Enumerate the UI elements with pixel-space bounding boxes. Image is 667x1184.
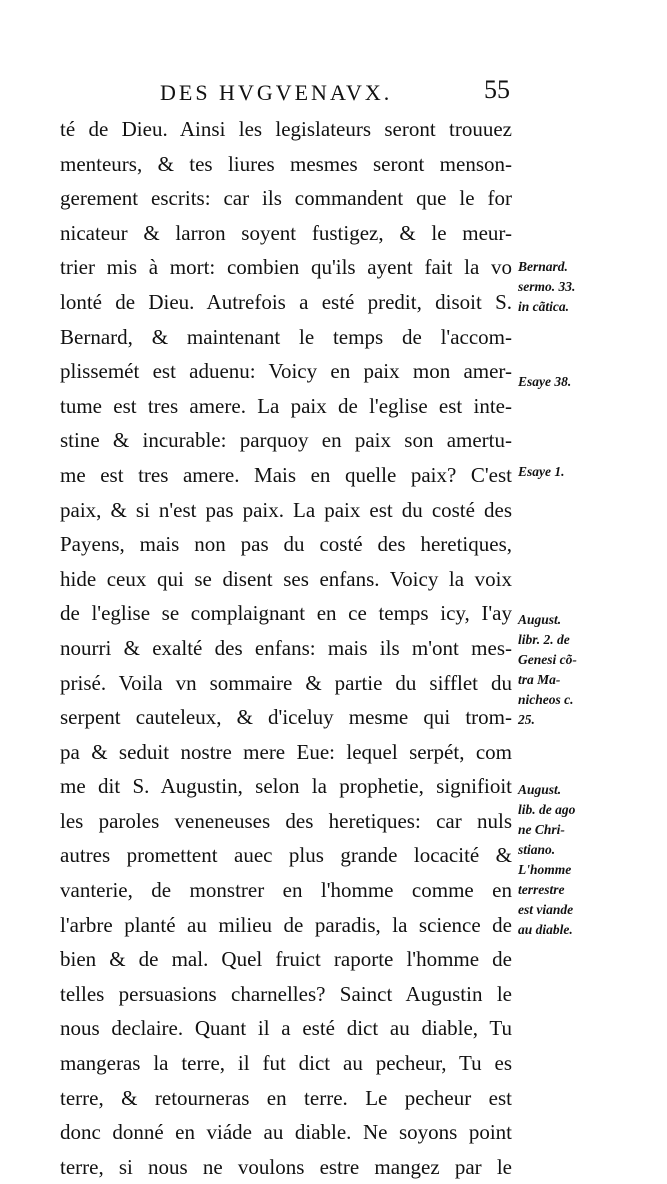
margin-note-esaye-1 xyxy=(518,462,565,482)
margin-note-line: lib. de ago xyxy=(518,802,576,817)
margin-note-bernard xyxy=(518,257,575,317)
margin-note-line: au diable. xyxy=(518,922,573,937)
text-line: prisé. Voila vn sommaire & partie du sifflet du xyxy=(60,670,512,695)
text-line: les paroles veneneuses des heretiques: car nuls xyxy=(60,808,512,833)
text-line: Bernard, & maintenant le temps de l'accom- xyxy=(60,324,512,349)
margin-note-line: Bernard. xyxy=(518,259,568,274)
text-line: terre, si nous ne voulons estre mangez par le xyxy=(60,1154,512,1179)
text-line: paix, & si n'est pas paix. La paix est du costé des xyxy=(60,497,512,522)
margin-note-line: libr. 2. de xyxy=(518,632,570,647)
text-line: plissemét est aduenu: Voicy en paix mon amer- xyxy=(60,359,512,384)
text-line: trier mis à mort: combien qu'ils ayent fait la vo xyxy=(60,255,512,280)
margin-note-line: Genesi cõ- xyxy=(518,652,577,667)
margin-note-line: terrestre xyxy=(518,882,565,897)
margin-note-line: Esaye 38. xyxy=(518,374,572,389)
text-line: de l'eglise se complaignant en ce temps icy, I'ay xyxy=(60,601,512,626)
margin-note-line: Esaye 1. xyxy=(518,464,565,479)
text-line: vanterie, de monstrer en l'homme comme en xyxy=(60,878,512,903)
page-number: 55 xyxy=(484,75,510,104)
text-line: Payens, mais non pas du costé des heretiques, xyxy=(60,532,512,557)
margin-note-line: ne Chri- xyxy=(518,822,565,837)
text-line: autres promettent auec plus grande locacité & xyxy=(60,843,512,868)
text-line: me est tres amere. Mais en quelle paix? C'est xyxy=(60,462,512,487)
margin-note-line: nicheos c. xyxy=(518,692,574,707)
text-line: menteurs, & tes liures mesmes seront menson- xyxy=(60,151,512,176)
margin-note-line: 25. xyxy=(518,712,535,727)
text-line: nicateur & larron soyent fustigez, & le meur- xyxy=(60,220,512,245)
text-line: gerement escrits: car ils commandent que le for xyxy=(60,186,512,211)
margin-note-line: L'homme xyxy=(518,862,572,877)
margin-note-esaye-38 xyxy=(518,372,571,392)
text-line: l'arbre planté au milieu de paradis, la science de xyxy=(60,912,512,937)
text-line: stine & incurable: parquoy en paix son amertu- xyxy=(60,428,512,453)
text-line: serpent cauteleux, & d'iceluy mesme qui trom- xyxy=(60,705,512,730)
text-line: terre, & retourneras en terre. Le pecheur est xyxy=(60,1085,512,1110)
margin-note-augustin-agone xyxy=(518,780,575,940)
running-title: DES HVGVENAVX. xyxy=(160,80,393,105)
margin-note-line: August. xyxy=(518,782,562,797)
margin-note-line: in cãtica. xyxy=(518,299,569,314)
text-line: té de Dieu. Ainsi les legislateurs seront trouuez xyxy=(60,117,512,141)
margin-note-line: est viande xyxy=(518,902,574,917)
text-line: pa & seduit nostre mere Eue: lequel serpét, com xyxy=(60,739,512,764)
text-line: tume est tres amere. La paix de l'eglise est inte- xyxy=(60,393,512,418)
text-line: bien & de mal. Quel fruict raporte l'homme de xyxy=(60,947,512,972)
margin-note-line: August. xyxy=(518,612,562,627)
margin-note-line: stiano. xyxy=(518,842,556,857)
text-line: telles persuasions charnelles? Sainct Augustin le xyxy=(60,981,512,1006)
text-line: mangeras la terre, il fut dict au pecheur, Tu es xyxy=(60,1051,512,1076)
text-line: donc donné en viáde au diable. Ne soyons point xyxy=(60,1120,512,1145)
margin-note-line: tra Ma- xyxy=(518,672,561,687)
text-line: nourri & exalté des enfans: mais ils m'ont mes- xyxy=(60,635,512,660)
margin-note-line: sermo. 33. xyxy=(518,279,576,294)
body-text xyxy=(60,112,512,1184)
text-line: me dit S. Augustin, selon la prophetie, signifioit xyxy=(60,774,512,799)
text-line: hide ceux qui se disent ses enfans. Voicy la voix xyxy=(60,566,512,591)
text-line: lonté de Dieu. Autrefois a esté predit, disoit S. xyxy=(60,289,512,314)
margin-note-augustin-genesi xyxy=(518,610,577,730)
text-line: nous declaire. Quant il a esté dict au diable, Tu xyxy=(60,1016,512,1041)
